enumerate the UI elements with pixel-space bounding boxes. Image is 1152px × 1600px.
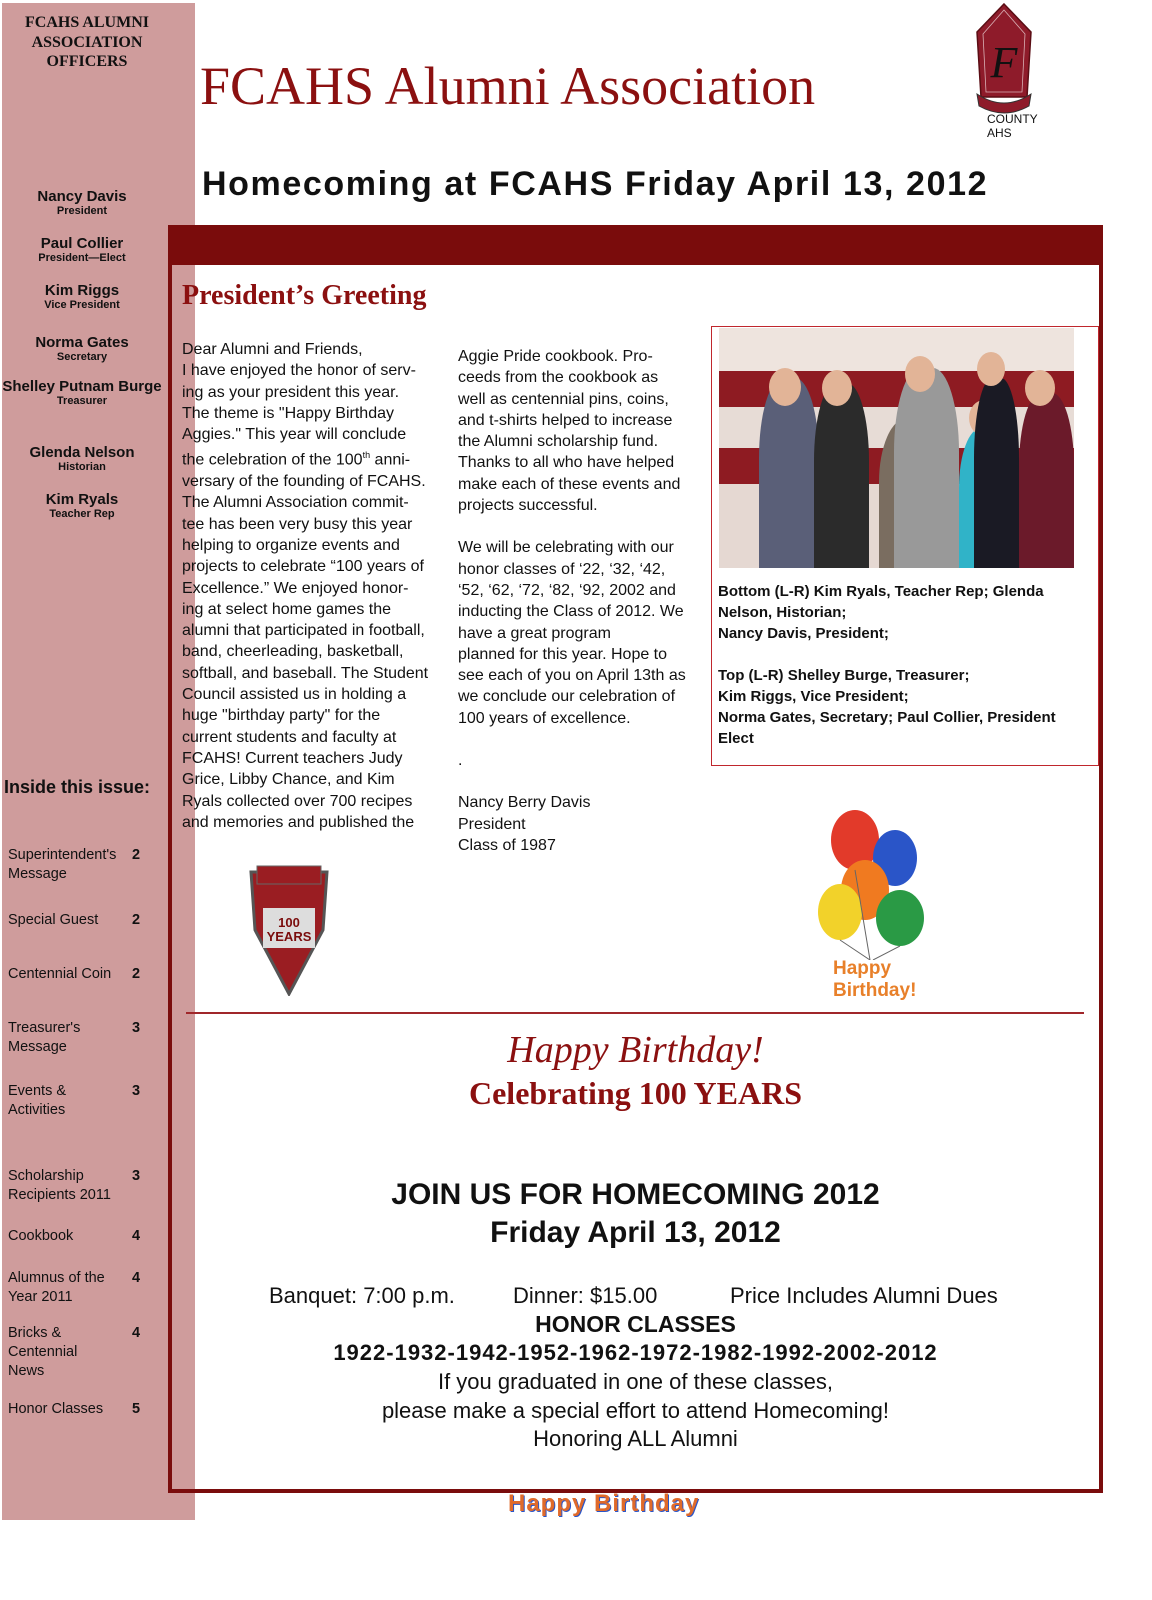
officer-entry bbox=[2, 282, 162, 312]
celebrating-heading: Celebrating 100 YEARS bbox=[468, 1075, 803, 1111]
officer-entry bbox=[2, 491, 162, 521]
text-line: Nelson, Historian; bbox=[718, 604, 847, 621]
toc-item[interactable] bbox=[8, 965, 153, 984]
text-line: Elect bbox=[718, 730, 754, 747]
toc-page: 3 bbox=[132, 1168, 141, 1184]
text-line: and memories and published the bbox=[182, 813, 415, 831]
balloons-icon bbox=[795, 800, 975, 960]
text-line: Aggie Pride cookbook. Pro- bbox=[458, 348, 653, 365]
svg-text:F: F bbox=[990, 38, 1018, 87]
toc-page: 5 bbox=[132, 1401, 141, 1417]
text-line: huge "birthday party" for the bbox=[182, 707, 381, 725]
event-date: Friday April 13, 2012 bbox=[490, 1216, 781, 1249]
toc-item[interactable] bbox=[8, 911, 153, 930]
toc-page: 4 bbox=[132, 1325, 141, 1341]
officer-role: Secretary bbox=[56, 351, 108, 363]
happy-birthday-banner: Happy Birthday! bbox=[507, 1029, 764, 1071]
officer-entry bbox=[2, 334, 162, 364]
sidebar-title: FCAHS ALUMNI ASSOCIATION OFFICERS bbox=[24, 14, 149, 70]
toc-title: Centennial Coin bbox=[8, 966, 112, 982]
toc-item[interactable] bbox=[8, 1019, 153, 1057]
toc-item[interactable] bbox=[8, 1167, 153, 1205]
officers-photo bbox=[719, 328, 1074, 568]
text-line: Class of 1987 bbox=[458, 836, 556, 854]
text-line: ‘52, ‘62, ‘72, ‘82, ‘92, 2002 and bbox=[458, 581, 676, 599]
officer-name: Norma Gates bbox=[35, 334, 129, 351]
text-line: We will be celebrating with our bbox=[458, 539, 674, 557]
text-line bbox=[458, 729, 708, 750]
officer-role: Treasurer bbox=[56, 395, 108, 407]
text-line: current students and faculty at bbox=[182, 728, 397, 746]
text-line: versary of the founding of FCAHS. bbox=[182, 473, 426, 491]
text-line: see each of you on April 13th as bbox=[458, 667, 686, 685]
text-line: Norma Gates, Secretary; Paul Collier, President bbox=[718, 709, 1056, 726]
photo-caption bbox=[718, 584, 1098, 752]
officer-name: Kim Riggs bbox=[44, 282, 120, 299]
officer-entry bbox=[2, 188, 162, 218]
honor-classes-heading: HONOR CLASSES bbox=[535, 1311, 736, 1337]
text-line: alumni that participated in football, bbox=[182, 622, 425, 640]
officer-name: Shelley Putnam Burge bbox=[2, 378, 162, 395]
text-line: Ryals collected over 700 recipes bbox=[182, 792, 413, 810]
text-line: The Alumni Association commit- bbox=[182, 494, 409, 512]
toc-item[interactable] bbox=[8, 1324, 153, 1381]
text-line: ing at select home games the bbox=[182, 600, 392, 618]
dinner-price: Dinner: $15.00 bbox=[513, 1283, 658, 1308]
footer-birthday-art: Happy Birthday bbox=[508, 1490, 700, 1517]
text-line: honor classes of ‘22, ‘32, ‘42, bbox=[458, 560, 666, 578]
text-line: President bbox=[458, 815, 526, 833]
toc-title: Special Guest bbox=[8, 912, 99, 928]
officer-entry bbox=[2, 235, 162, 265]
logo-text: COUNTY AHS bbox=[987, 112, 1038, 140]
toc-title: Alumnus of the Year 2011 bbox=[8, 1270, 105, 1305]
officer-role: President—Elect bbox=[38, 252, 126, 264]
text-line: the celebration of the 100th anni- bbox=[182, 450, 411, 469]
toc-title: Cookbook bbox=[8, 1228, 74, 1244]
text-line: helping to organize events and bbox=[182, 537, 400, 554]
balloons-caption: Happy Birthday! bbox=[833, 958, 917, 1001]
text-line: tee has been very busy this year bbox=[182, 515, 413, 533]
text-line: Nancy Davis, President; bbox=[718, 625, 889, 642]
toc-page: 4 bbox=[132, 1270, 141, 1286]
officer-entry bbox=[2, 378, 162, 408]
centennial-badge bbox=[243, 860, 335, 996]
text-line: ceeds from the cookbook as bbox=[458, 369, 659, 387]
text-line: have a great program bbox=[458, 624, 611, 642]
subtitle: Homecoming at FCAHS Friday April 13, 2012 bbox=[202, 165, 989, 203]
toc-title: Honor Classes bbox=[8, 1401, 104, 1417]
officer-role: Teacher Rep bbox=[49, 508, 115, 520]
text-line: . bbox=[458, 752, 463, 770]
text-line: planned for this year. Hope to bbox=[458, 645, 668, 663]
text-line: Thanks to all who have helped bbox=[458, 454, 675, 472]
officer-role: Vice President bbox=[44, 299, 120, 311]
balloons-image bbox=[795, 800, 975, 1001]
toc-page: 2 bbox=[132, 912, 141, 928]
text-line: Dear Alumni and Friends, bbox=[182, 341, 363, 358]
toc-item[interactable] bbox=[8, 846, 153, 884]
price-note: Price Includes Alumni Dues bbox=[730, 1283, 998, 1308]
text-line bbox=[458, 516, 708, 537]
text-line: Kim Riggs, Vice President; bbox=[718, 688, 909, 705]
text-line: Aggies." This year will conclude bbox=[182, 426, 407, 444]
toc-title: Treasurer's Message bbox=[8, 1020, 81, 1055]
divider bbox=[186, 1012, 1084, 1014]
greeting-column-1 bbox=[182, 339, 450, 833]
text-line: projects successful. bbox=[458, 497, 598, 515]
honor-years: 1922-1932-1942-1952-1962-1972-1982-1992-2002-2012 bbox=[333, 1340, 938, 1365]
text-line: ing as your president this year. bbox=[182, 383, 400, 401]
officer-role: President bbox=[56, 205, 108, 217]
toc-title: Bricks & Centennial News bbox=[8, 1325, 78, 1379]
text-line: FCAHS! Current teachers Judy bbox=[182, 749, 403, 767]
text-line: The theme is "Happy Birthday bbox=[182, 404, 394, 422]
text-line: 100 years of excellence. bbox=[458, 709, 631, 727]
text-line bbox=[458, 771, 708, 792]
sidebar bbox=[2, 3, 195, 1520]
toc-page: 2 bbox=[132, 966, 141, 982]
officer-name: Glenda Nelson bbox=[29, 444, 135, 461]
toc-item[interactable] bbox=[8, 1400, 153, 1419]
toc-item[interactable] bbox=[8, 1082, 153, 1120]
text-line: Grice, Libby Chance, and Kim bbox=[182, 771, 395, 789]
toc-item[interactable] bbox=[8, 1269, 153, 1307]
text-line: Council assisted us in holding a bbox=[182, 686, 407, 704]
toc-page: 3 bbox=[132, 1083, 141, 1099]
section-heading: President’s Greeting bbox=[182, 280, 427, 311]
toc-page: 4 bbox=[132, 1228, 141, 1244]
text-line: softball, and baseball. The Student bbox=[182, 664, 429, 682]
text-line: band, cheerleading, basketball, bbox=[182, 643, 404, 661]
banquet-time: Banquet: 7:00 p.m. bbox=[269, 1283, 455, 1308]
info-line-3: Honoring ALL Alumni bbox=[533, 1426, 738, 1451]
toc-title: Events & Activities bbox=[8, 1083, 67, 1118]
text-line: projects to celebrate “100 years of bbox=[182, 558, 424, 576]
officer-entry bbox=[2, 444, 162, 474]
text-line: the Alumni scholarship fund. bbox=[458, 433, 659, 451]
text-line: Top (L-R) Shelley Burge, Treasurer; bbox=[718, 667, 970, 684]
officer-role: Historian bbox=[58, 461, 106, 473]
greeting-column-2 bbox=[458, 346, 708, 856]
page-title: FCAHS Alumni Association bbox=[200, 56, 816, 116]
text-line: Nancy Berry Davis bbox=[458, 794, 591, 812]
toc-title: Superintendent's Message bbox=[8, 847, 117, 882]
text-line: make each of these events and bbox=[458, 475, 681, 493]
badge-text: 100 YEARS bbox=[266, 915, 312, 944]
toc-item[interactable] bbox=[8, 1227, 153, 1246]
officer-name: Nancy Davis bbox=[37, 188, 127, 205]
toc-page: 2 bbox=[132, 847, 141, 863]
text-line: Bottom (L-R) Kim Ryals, Teacher Rep; Glenda bbox=[718, 583, 1044, 600]
school-logo bbox=[973, 2, 1038, 142]
officer-name: Paul Collier bbox=[40, 235, 124, 252]
text-line: I have enjoyed the honor of serv- bbox=[182, 362, 416, 380]
toc-page: 3 bbox=[132, 1020, 141, 1036]
text-line: well as centennial pins, coins, bbox=[458, 390, 669, 408]
text-line: inducting the Class of 2012. We bbox=[458, 603, 684, 621]
text-line bbox=[718, 647, 1098, 668]
text-line: Excellence.” We enjoyed honor- bbox=[182, 579, 409, 597]
info-line-2: please make a special effort to attend Homecoming! bbox=[381, 1398, 890, 1423]
join-heading: JOIN US FOR HOMECOMING 2012 bbox=[391, 1178, 880, 1211]
inside-issue-heading: Inside this issue: bbox=[3, 777, 151, 797]
info-line-1: If you graduated in one of these classes, bbox=[437, 1369, 834, 1394]
toc-title: Scholarship Recipients 2011 bbox=[8, 1168, 111, 1203]
text-line: and t-shirts helped to increase bbox=[458, 411, 673, 429]
text-line: we conclude our celebration of bbox=[458, 688, 676, 706]
officer-name: Kim Ryals bbox=[45, 491, 119, 508]
